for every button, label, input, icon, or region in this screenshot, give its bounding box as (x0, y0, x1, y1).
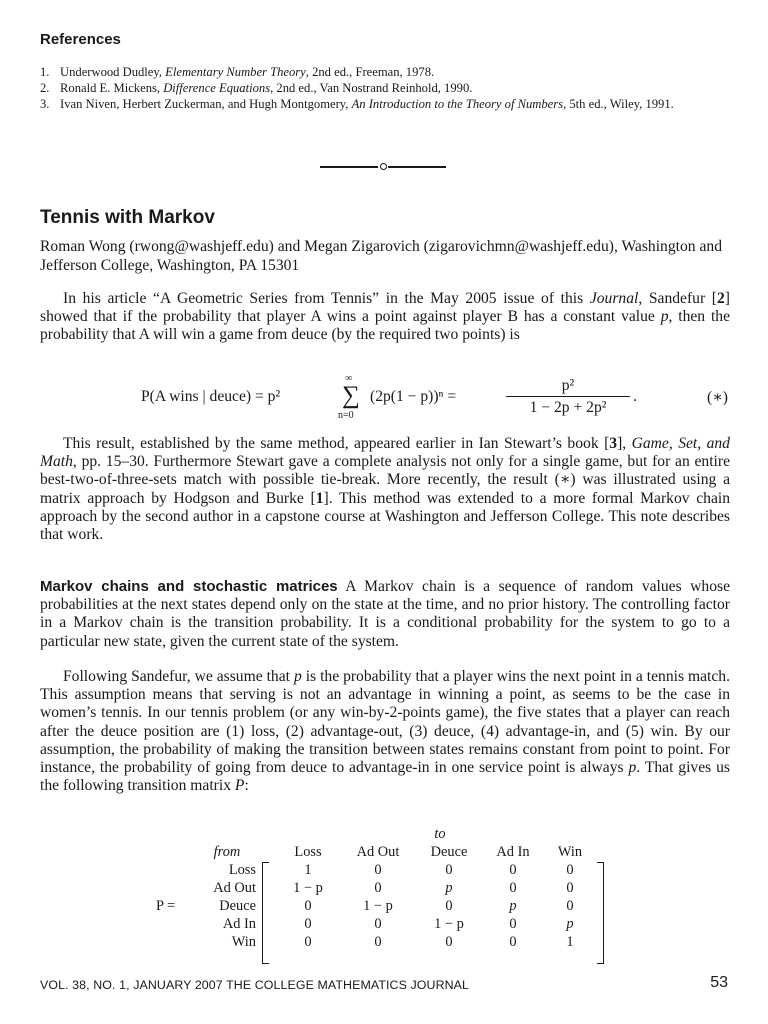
reference-item: 2. Ronald E. Mickens, Difference Equations, 2nd ed., Van Nostrand Reinhold, 1990. (40, 81, 473, 95)
matrix-cell: 0 (509, 880, 517, 896)
matrix-cell: 1 (566, 934, 574, 950)
matrix-cell: 0 (566, 898, 574, 914)
matrix-cell: 0 (374, 934, 382, 950)
matrix-cell: 1 − p (363, 898, 393, 914)
equation-star (40, 373, 730, 428)
matrix-cell: p (445, 880, 453, 896)
matrix-cell: 0 (304, 898, 312, 914)
divider-line-right (388, 166, 446, 168)
paragraph-intro: In his article “A Geometric Series from Tennis” in the May 2005 issue of this Journal, Sandefur [2] showed that if the probability that player A wins a point against player B has a constant value p, then the probability that A will win a game from deuce (by the required two points) is (40, 290, 731, 344)
matrix-cell: 0 (445, 862, 453, 878)
matrix-to-label: to (434, 826, 446, 842)
matrix-row-label: Ad Out (213, 880, 256, 896)
section-divider (320, 160, 446, 174)
divider-line-left (320, 166, 378, 168)
matrix-row-label: Ad In (222, 916, 256, 932)
equation-period: . (633, 388, 637, 405)
equation-tag: (∗) (707, 389, 728, 406)
matrix-cell: 1 − p (434, 916, 464, 932)
matrix-from-label: from (213, 844, 241, 860)
matrix-name: P = (156, 898, 176, 914)
paragraph-assumption: Following Sandefur, we assume that p is the probability that a player wins the next point in a tennis match. This assumption means that serving is not an advantage in winning a point, as seems to be the case in women’s tennis. In our tennis problem (or any win-by-2-points game), the five states that a player can reach after the deuce position are (1) loss, (2) advantage-out, (3) deuce, (4) advantage-in, and (5) win. By our assumption, the probability of making the transition between states remains constant from point to point. For instance, the probability of going from deuce to advantage-in in one service point is always p. That gives us the following transition matrix P: (40, 668, 731, 795)
equation-lhs: P(A wins | deuce) = p² (141, 388, 281, 405)
references-list (40, 64, 730, 112)
article-authors: Roman Wong (rwong@washjeff.edu) and Megan Zigarovich (zigarovichmn@washjeff.edu), Washington and Jefferson College, Washington, PA 15301 (40, 238, 722, 274)
matrix-cell: 0 (509, 916, 517, 932)
fraction-denominator: 1 − 2p + 2p² (529, 399, 607, 416)
section-subheading: Markov chains and stochastic matrices (40, 578, 338, 595)
fraction-numerator: p² (561, 377, 575, 394)
article-title: Tennis with Markov (40, 207, 215, 228)
matrix-cell: 0 (374, 880, 382, 896)
matrix-cell: 0 (445, 934, 453, 950)
matrix-col-header: Ad Out (356, 844, 400, 860)
matrix-cell: 0 (445, 898, 453, 914)
matrix-cell: 0 (304, 916, 312, 932)
transition-matrix (40, 822, 730, 958)
matrix-cell: p (566, 916, 574, 932)
page-number: 53 (710, 974, 728, 991)
matrix-row-label: Loss (228, 862, 256, 878)
sum-lower-limit: n=0 (338, 410, 354, 421)
reference-item: 3. Ivan Niven, Herbert Zuckerman, and Hugh Montgomery, An Introduction to the Theory of Numbers, 5th ed., Wiley, 1991. (40, 97, 674, 111)
matrix-cell: 0 (374, 862, 382, 878)
matrix-left-bracket (262, 862, 269, 964)
journal-page (40, 0, 730, 1024)
matrix-cell: p (509, 898, 517, 914)
references-heading: References (40, 31, 121, 48)
matrix-row-label: Win (231, 934, 256, 950)
matrix-right-bracket (597, 862, 604, 964)
fraction-bar (506, 396, 630, 397)
matrix-cell: 0 (374, 916, 382, 932)
matrix-row-label: Deuce (219, 898, 256, 914)
matrix-cell: 0 (509, 862, 517, 878)
matrix-cell: 1 (304, 862, 312, 878)
matrix-col-header: Ad In (496, 844, 530, 860)
sum-symbol: ∑ (342, 382, 360, 409)
matrix-cell: 1 − p (293, 880, 323, 896)
matrix-cell: 0 (566, 862, 574, 878)
matrix-cell: 0 (509, 934, 517, 950)
equation-summand: (2p(1 − p))ⁿ = (370, 388, 457, 405)
matrix-col-header: Deuce (430, 844, 468, 860)
journal-footer: VOL. 38, NO. 1, JANUARY 2007 THE COLLEGE MATHEMATICS JOURNAL (40, 978, 470, 992)
paragraph-stewart: This result, established by the same method, appeared earlier in Ian Stewart’s book [3], Game, Set, and Math, pp. 15–30. Furthermore Stewart gave a complete analysis not only for a single game, but for an entire best-two-of-three-sets match with possible tie-break. More recently, the result (∗) was illustrated using a matrix approach by Hodgson and Burke [1]. This method was extended to a more formal Markov chain approach by the second author in a capstone course at Washington and Jefferson College. This note describes that work. (40, 435, 731, 544)
matrix-col-header: Win (557, 844, 583, 860)
divider-circle-icon (380, 163, 387, 170)
matrix-cell: 0 (566, 880, 574, 896)
paragraph-markov-chains: Markov chains and stochastic matrices A Markov chain is a sequence of random values whose probabilities at the next states depend only on the state at the time, and no prior history. The controlling factor in a Markov chain is the transition probability. It is a conditional probability for the system to go to a particular new state, given the current state of the system. (40, 578, 731, 650)
equation-fraction (506, 376, 630, 417)
sum-upper-limit: ∞ (345, 373, 353, 384)
reference-item: 1. Underwood Dudley, Elementary Number Theory, 2nd ed., Freeman, 1978. (40, 65, 435, 79)
matrix-col-header: Loss (294, 844, 322, 860)
matrix-cell: 0 (304, 934, 312, 950)
